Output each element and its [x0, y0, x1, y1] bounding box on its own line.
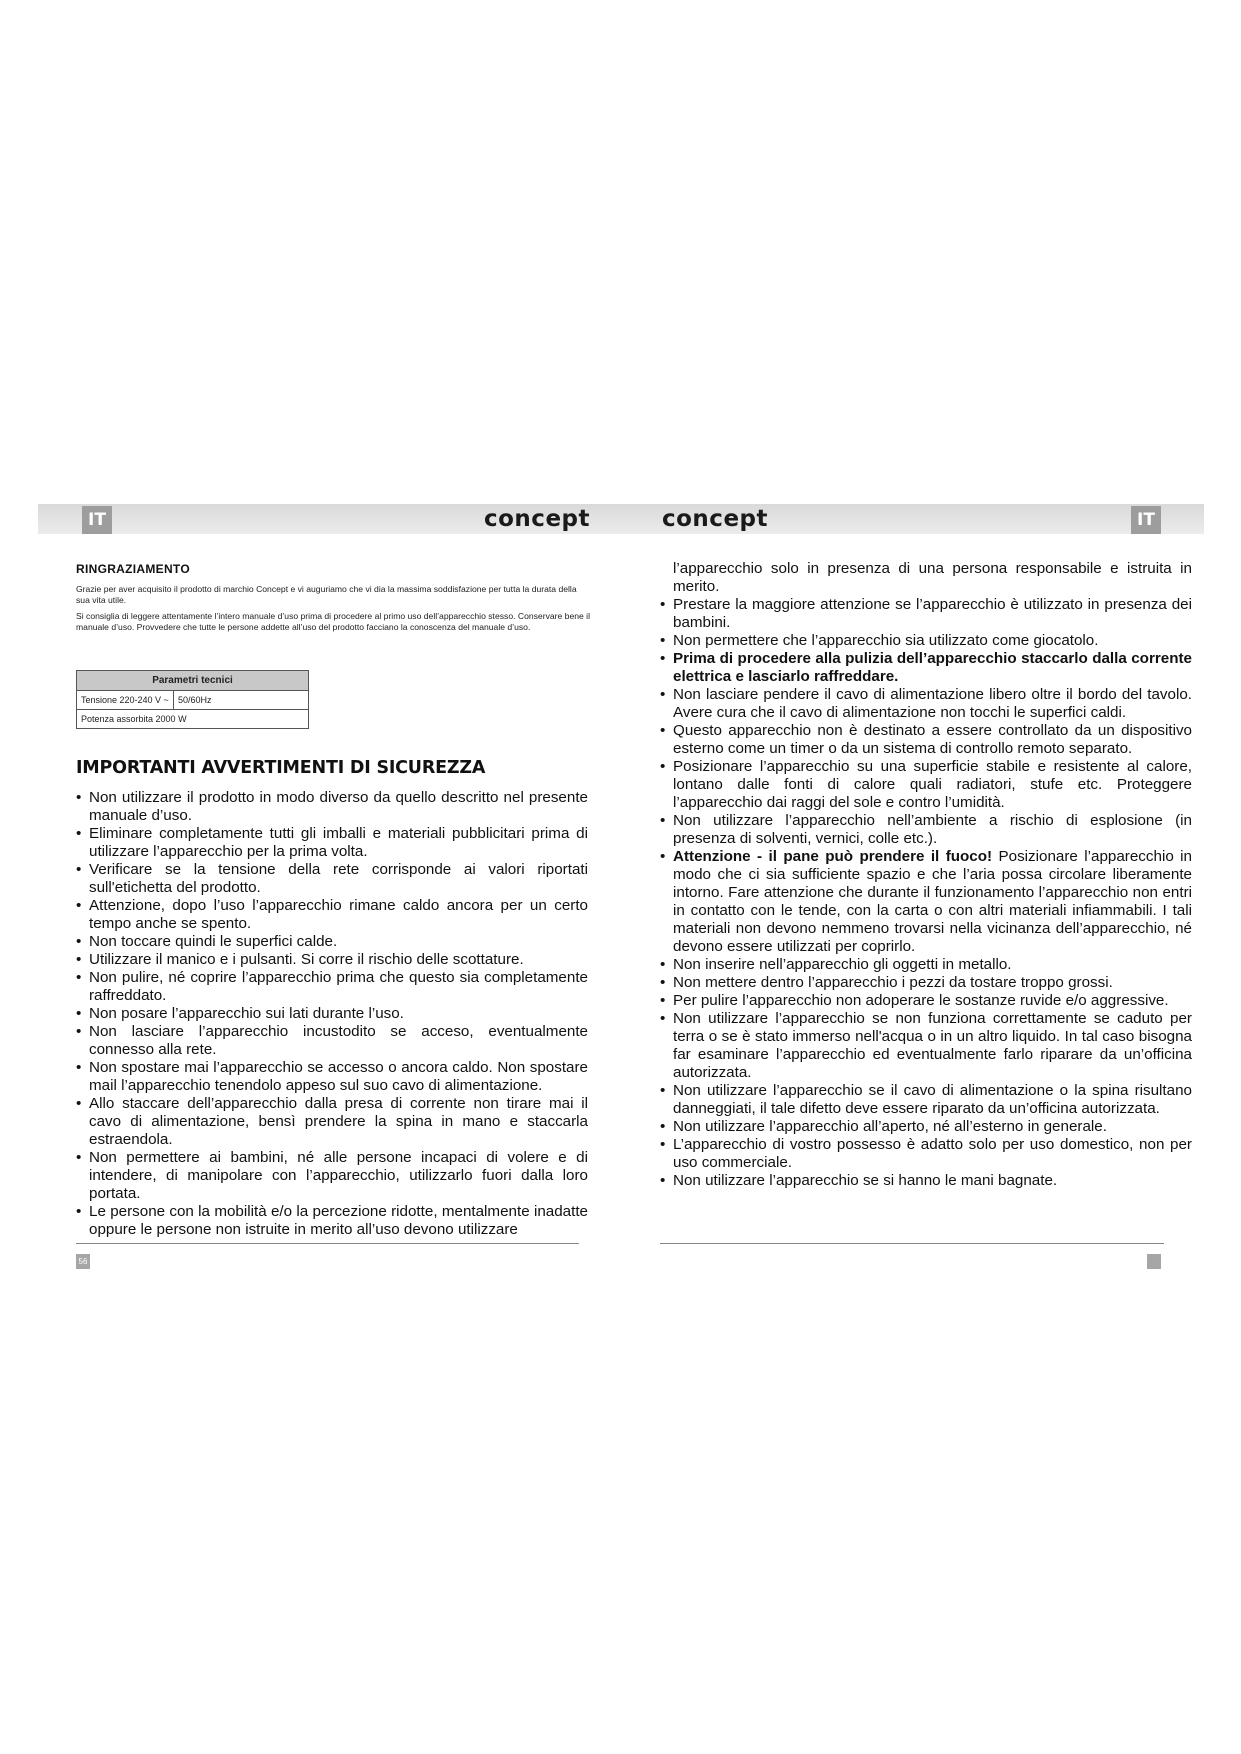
warning-item: • Non utilizzare il prodotto in modo diverso da quello descritto nel presente manuale d’uso. [76, 789, 588, 825]
warning-text: Non utilizzare l’apparecchio nell’ambiente a rischio di esplosione (in presenza di solventi, vernici, colle etc.). [673, 812, 1192, 847]
warning-item [660, 686, 1192, 722]
warning-item [660, 1172, 1192, 1190]
warning-item: • Non posare l’apparecchio sui lati durante l’uso. [76, 1005, 588, 1023]
warning-item: • Non pulire, né coprire l’apparecchio prima che questo sia completamente raffreddato. [76, 969, 588, 1005]
warning-emphasis: Prima di procedere alla pulizia dell’apparecchio staccarlo dalla corrente elettrica e lasciarlo raffreddare. [673, 650, 1192, 685]
warning-item: • Non permettere ai bambini, né alle persone incapaci di volere e di intendere, di manipolare con l’apparecchio, utilizzarlo fuori dalla loro portata. [76, 1149, 588, 1203]
thanks-title: RINGRAZIAMENTO [76, 562, 190, 576]
right-page [620, 0, 1241, 1754]
spec-row [77, 710, 309, 729]
warning-text: Non utilizzare l’apparecchio all’aperto, né all’esterno in generale. [673, 1118, 1107, 1135]
spec-value: 50/60Hz [174, 691, 309, 710]
language-badge: IT [82, 506, 112, 534]
warning-item [660, 812, 1192, 848]
warning-emphasis: Attenzione - il pane può prendere il fuoco! [673, 848, 993, 865]
warnings-list [76, 789, 588, 1239]
warning-item: • Allo staccare dell’apparecchio dalla presa di corrente non tirare mai il cavo di alimentazione, bensì prendere la spina in mano e staccarla estraendola. [76, 1095, 588, 1149]
warning-item [660, 1136, 1192, 1172]
language-badge: IT [1131, 506, 1161, 534]
warning-text: Non inserire nell’apparecchio gli oggetti in metallo. [673, 956, 1012, 973]
warning-item [660, 974, 1192, 992]
warning-text: Non utilizzare l’apparecchio se non funziona correttamente se caduto per terra o se è stato immerso nell'acqua o in un altro liquido. In tal caso bisogna far esaminare l’apparecchio ed eventualmente farlo riparare da un’officina autorizzata. [673, 1010, 1192, 1081]
spec-label: Potenza assorbita 2000 W [77, 710, 309, 729]
warning-text: Non lasciare pendere il cavo di alimentazione libero oltre il bordo del tavolo. Avere cura che il cavo di alimentazione non tocchi le superfici caldi. [673, 686, 1192, 721]
warning-item: • Eliminare completamente tutti gli imballi e materiali pubblicitari prima di utilizzare l’apparecchio per la prima volta. [76, 825, 588, 861]
warning-text: Prestare la maggiore attenzione se l’apparecchio è utilizzato in presenza dei bambini. [673, 596, 1192, 631]
warning-text: Posizionare l’apparecchio su una superficie stabile e resistente al calore, lontano dalle fonti di calore quali radiatori, stufe etc. Proteggere l’apparecchio dai raggi del sole e contro l’umidità. [673, 758, 1192, 811]
warning-item [660, 722, 1192, 758]
warning-item [660, 956, 1192, 974]
warning-item [660, 992, 1192, 1010]
warning-text: Non mettere dentro l’apparecchio i pezzi da tostare troppo grossi. [673, 974, 1113, 991]
brand-logo: concept [484, 506, 591, 532]
footer-divider [660, 1243, 1164, 1244]
warning-text: Questo apparecchio non è destinato a essere controllato da un dispositivo esterno come un timer o da un sistema di controllo remoto separato. [673, 722, 1192, 757]
warning-item [660, 650, 1192, 686]
warning-item [660, 1082, 1192, 1118]
warning-text: Non permettere che l’apparecchio sia utilizzato come giocatolo. [673, 632, 1099, 649]
spec-table-header: Parametri tecnici [77, 671, 309, 691]
page-number: 56 [76, 1254, 90, 1269]
warning-item [660, 596, 1192, 632]
warning-item: • Utilizzare il manico e i pulsanti. Si corre il rischio delle scottature. [76, 951, 588, 969]
warning-item [660, 848, 1192, 956]
warning-text: L’apparecchio di vostro possesso è adatto solo per uso domestico, non per uso commerciale. [673, 1136, 1192, 1171]
left-page [0, 0, 620, 1754]
warning-item [660, 1010, 1192, 1082]
warning-item: • Non lasciare l’apparecchio incustodito se acceso, eventualmente connesso alla rete. [76, 1023, 588, 1059]
list-item-continuation: l’apparecchio solo in presenza di una persona responsabile e istruita in merito. [673, 560, 1192, 595]
warning-text: Per pulire l’apparecchio non adoperare le sostanze ruvide e/o aggressive. [673, 992, 1169, 1009]
warning-item: • Le persone con la mobilità e/o la percezione ridotte, mentalmente inadatte oppure le persone non istruite in merito all’uso devono utilizzare [76, 1203, 588, 1239]
warning-item: • Non toccare quindi le superfici calde. [76, 933, 588, 951]
section-title: IMPORTANTI AVVERTIMENTI DI SICUREZZA [76, 758, 486, 778]
warning-item: • Attenzione, dopo l’uso l’apparecchio rimane caldo ancora per un certo tempo anche se spento. [76, 897, 588, 933]
warning-text: Posizionare l’apparecchio in modo che ci sia sufficiente spazio e che l’aria possa circolare liberamente intorno. Fare attenzione che durante il funzionamento l’apparecchio non entri in contatto con le tende, con la carta o con altri materiali infiammabili. I tali materiali non devono nemmeno trovarsi nella vicinanza dell’apparecchio, né devono essere utilizzati per coprirlo. [673, 848, 1192, 955]
warnings-list [660, 560, 1192, 1190]
thanks-paragraph: Grazie per aver acquisito il prodotto di marchio Concept e vi auguriamo che vi dia la massima soddisfazione per tutta la durata della sua vita utile. [76, 584, 577, 605]
footer-divider [76, 1243, 579, 1244]
warning-item: • Verificare se la tensione della rete corrisponde ai valori riportati sull'etichetta del prodotto. [76, 861, 588, 897]
warning-item [660, 1118, 1192, 1136]
warning-item: • Non spostare mai l’apparecchio se accesso o ancora caldo. Non spostare mail l’apparecchio tenendolo appeso sul suo cavo di alimentazione. [76, 1059, 588, 1095]
thanks-paragraph: Si consiglia di leggere attentamente l’intero manuale d’uso prima di procedere al primo uso dell’apparecchio stesso. Conservare bene il manuale d’uso. Provvedere che tutte le persone addette all’uso del prodotto facciano la conoscenza del manuale d’uso. [76, 611, 591, 632]
warning-text: Non utilizzare l’apparecchio se si hanno le mani bagnate. [673, 1172, 1058, 1189]
warning-item [660, 758, 1192, 812]
warning-item [660, 632, 1192, 650]
spec-label: Tensione 220-240 V ~ [77, 691, 174, 710]
brand-logo: concept [662, 506, 769, 532]
spec-row [77, 691, 309, 710]
warning-text: Non utilizzare l’apparecchio se il cavo di alimentazione o la spina risultano danneggiati, il tale difetto deve essere riparato da un’officina autorizzata. [673, 1082, 1192, 1117]
page-number [1147, 1254, 1161, 1269]
spec-table [76, 670, 309, 729]
